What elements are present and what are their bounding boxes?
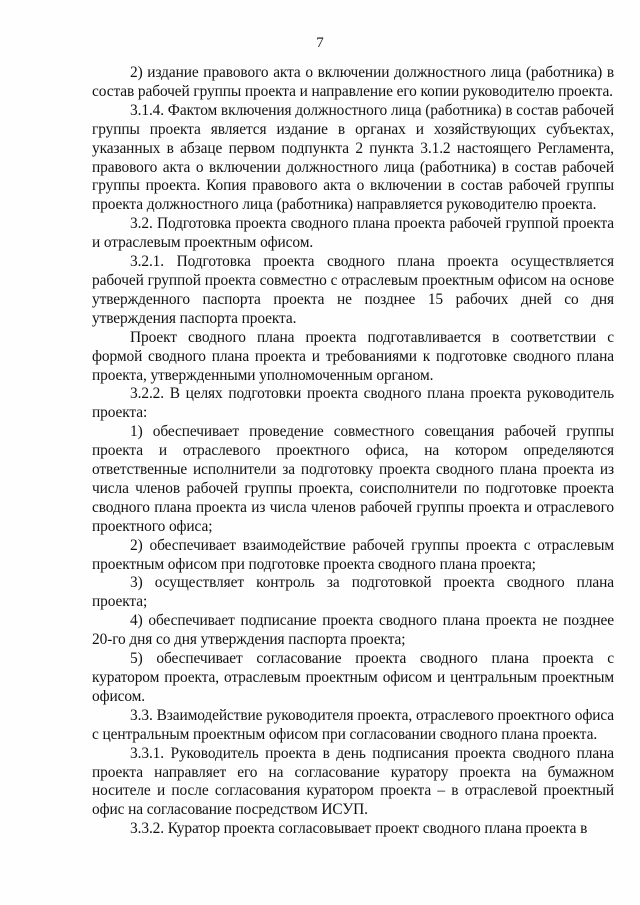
- paragraph: 3.2.2. В целях подготовки проекта сводного плана проекта руководитель проекта:: [92, 385, 614, 422]
- paragraph: 3.3.2. Куратор проекта согласовывает проект сводного плана проекта в: [130, 820, 588, 838]
- paragraph: 3) осуществляет контроль за подготовкой проекта сводного плана проекта;: [92, 574, 614, 611]
- page-number: 7: [316, 35, 324, 51]
- paragraph: Проект сводного плана проекта подготавливается в соответствии с формой сводного плана проекта и требованиями к подготовке сводного плана проекта, утвержденными уполномоченным органом.: [92, 328, 614, 384]
- document-body: [92, 64, 614, 839]
- paragraph: 3.1.4. Фактом включения должностного лица (работника) в состав рабочей группы проекта является издание в органах и хозяйствующих субъектах, указанных в абзаце первом подпункта 2 пункта 3.1.2 настоящего Регламента, правового акта о включении должностного лица (работника) в состав рабочей группы проекта. Копия правового акта о включении в состав рабочей группы проекта должностного лица (работника) направляется руководителю проекта.: [92, 101, 614, 214]
- paragraph: 2) издание правового акта о включении должностного лица (работника) в состав рабочей группы проекта и направление его копии руководителю проекта.: [92, 64, 614, 100]
- paragraph: 3.3. Взаимодействие руководителя проекта, отраслевого проектного офиса с центральным проектным офисом при согласовании сводного плана проекта.: [92, 706, 614, 743]
- paragraph: 1) обеспечивает проведение совместного совещания рабочей группы проекта и отраслевого проектного офиса, на котором определяются ответственные исполнители за подготовку проекта сводного плана проекта из числа членов рабочей группы проекта, соисполнители по подготовке проекта сводного плана проекта из числа членов рабочей группы проекта и отраслевого проектного офиса;: [92, 423, 614, 535]
- paragraph: 3.3.1. Руководитель проекта в день подписания проекта сводного плана проекта направляет его на согласование куратору проекта на бумажном носителе и после согласования куратором проекта – в отраслевой проектный офис на согласование посредством ИСУП.: [92, 744, 614, 819]
- paragraph: 5) обеспечивает согласование проекта сводного плана проекта с куратором проекта, отраслевым проектным офисом и центральным проектным офисом.: [92, 650, 614, 705]
- paragraph: 2) обеспечивает взаимодействие рабочей группы проекта с отраслевым проектным офисом при подготовке проекта сводного плана проекта;: [92, 536, 614, 573]
- paragraph: 3.2.1. Подготовка проекта сводного плана проекта осуществляется рабочей группой проекта совместно с отраслевым проектным офисом на основе утвержденного паспорта проекта не позднее 15 рабочих дней со дня утверждения паспорта проекта.: [92, 253, 614, 327]
- paragraph: 3.2. Подготовка проекта сводного плана проекта рабочей группой проекта и отраслевым проектным офисом.: [92, 215, 614, 252]
- paragraph: 4) обеспечивает подписание проекта сводного плана проекта не позднее 20-го дня со дня утверждения паспорта проекта;: [92, 612, 614, 649]
